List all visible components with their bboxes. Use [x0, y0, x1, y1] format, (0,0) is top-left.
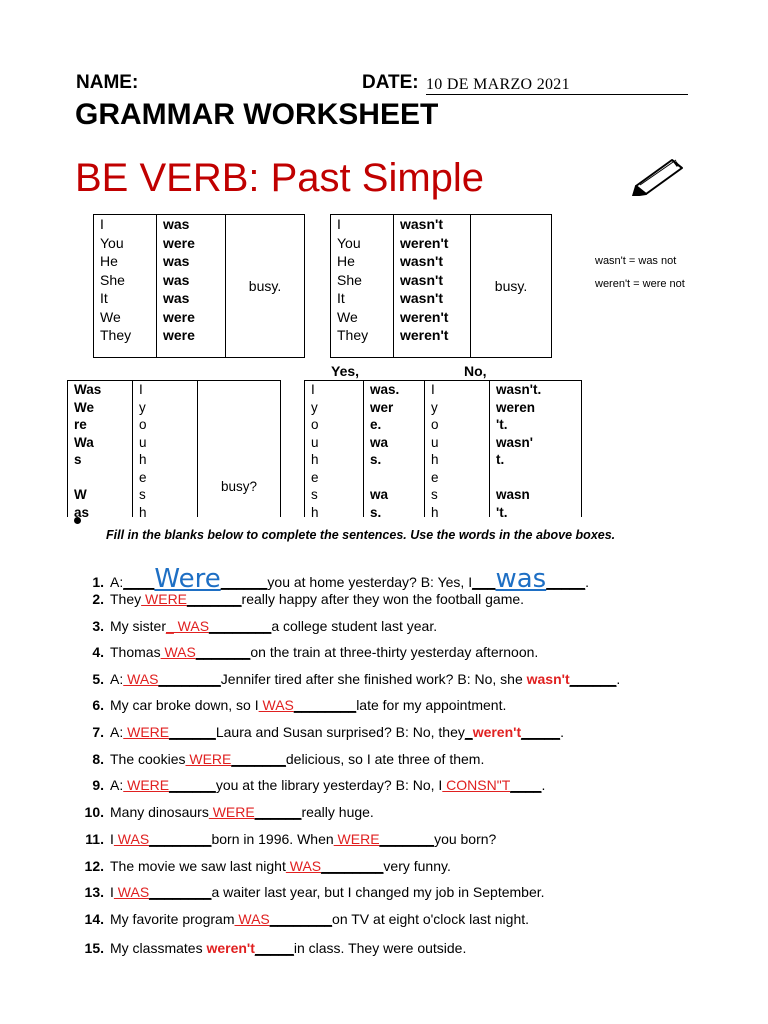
answer-text[interactable]: WERE [185, 751, 232, 767]
exercise-number: 1. [92, 574, 104, 590]
blank-line[interactable]: ____ [510, 777, 542, 793]
exercise-number: 12. [84, 858, 104, 874]
sentence-text: A: [110, 724, 124, 740]
exercise-item [78, 831, 496, 847]
pronoun-fragment: o [311, 417, 319, 432]
sentence-text: in class. They were outside. [293, 940, 467, 956]
verb-fragment: wasn't. [496, 382, 542, 397]
pronoun-fragment: e [139, 469, 147, 485]
name-label: NAME: [76, 72, 139, 93]
blank-line[interactable]: _____ [254, 940, 294, 956]
answer-text[interactable]: _ WAS [166, 618, 210, 634]
exercise-number: 13. [84, 884, 104, 900]
pronoun-fragment: s [139, 487, 146, 502]
pronoun-fragment: o [139, 417, 147, 432]
page-title: GRAMMAR WORKSHEET [75, 98, 439, 131]
exercise-item [78, 564, 589, 594]
exercise-item [78, 804, 374, 820]
verb-form: were [163, 308, 195, 325]
negative-table [330, 214, 552, 358]
blank-line[interactable]: _______ [187, 591, 242, 607]
pronoun-fragment: h [311, 504, 319, 517]
answer-text[interactable]: wasn't [526, 671, 570, 687]
question-table [67, 380, 281, 517]
answer-text[interactable]: WAS [258, 697, 294, 713]
sentence-text: The cookies [110, 751, 186, 767]
pronoun: She [337, 271, 362, 288]
verb-form: was [163, 253, 190, 269]
answer-text[interactable]: WERE [208, 804, 255, 820]
negative-ending: busy. [494, 278, 528, 294]
blank-line[interactable]: ________ [209, 618, 272, 634]
question-verbs [74, 381, 126, 517]
pronoun: He [337, 253, 355, 269]
exercise-number: 10. [84, 804, 104, 820]
sentence-text: I [110, 831, 114, 847]
question-verb-fragment: as [74, 504, 90, 517]
answer-text[interactable]: weren't [472, 724, 522, 740]
verb-fragment: t. [496, 452, 505, 467]
pronoun: We [337, 308, 358, 325]
exercise-number: 8. [92, 751, 104, 767]
question-verb-fragment: W [74, 487, 87, 502]
pronoun: I [337, 216, 341, 232]
answer-text[interactable]: WERE [123, 777, 170, 793]
pronoun-fragment: y [431, 399, 438, 415]
affirmative-verbs [163, 215, 219, 345]
short-no-pronouns [431, 381, 483, 517]
exercise-number: 11. [85, 831, 104, 847]
pronoun-fragment: u [311, 434, 319, 450]
blank-line[interactable]: ______ [220, 574, 268, 590]
question-verb-fragment: re [74, 417, 87, 432]
sentence-text: A: [110, 671, 124, 687]
answer-text[interactable]: WERE [141, 591, 188, 607]
verb-form: were [163, 327, 195, 343]
verb-form: wasn't [400, 271, 444, 288]
verb-fragment: wasn [496, 487, 530, 502]
blank-line[interactable]: _____ [521, 724, 561, 740]
sentence-text: on TV at eight o'clock last night. [332, 911, 530, 927]
question-verb-fragment: Wa [74, 434, 94, 450]
exercise-number: 14. [84, 911, 104, 927]
sentence-text: Many dinosaurs [110, 804, 209, 820]
pronoun-fragment: y [139, 399, 146, 415]
pronoun: You [100, 234, 124, 251]
verb-form: were [163, 234, 195, 251]
verb-form: was [163, 290, 190, 306]
sentence-text: you at home yesterday? B: Yes, I [267, 574, 473, 590]
answer-text[interactable]: WAS [123, 671, 159, 687]
date-label: DATE: [362, 72, 419, 93]
sentence-text: . [541, 777, 546, 793]
instructions: Fill in the blanks below to complete the sentences. Use the words in the above boxes. [106, 528, 616, 542]
sentence-text: a waiter last year, but I changed my job in September. [211, 884, 545, 900]
answer-text[interactable]: WAS [234, 911, 270, 927]
verb-fragment: 't. [496, 504, 508, 517]
pronoun-fragment: s [431, 487, 438, 502]
sentence-text: very funny. [383, 858, 451, 874]
verb-form: was [163, 271, 190, 288]
answer-text[interactable]: WAS [113, 831, 150, 847]
exercise-item [78, 618, 437, 634]
negative-verbs [400, 215, 464, 345]
blank-line[interactable]: _ [464, 724, 473, 740]
sentence-text: born in 1996. When [211, 831, 334, 847]
exercise-number: 3. [92, 618, 104, 634]
sentence-text: . [560, 724, 564, 740]
verb-fragment: 't. [496, 417, 508, 432]
short-yes-verbs [370, 381, 418, 517]
pronoun: He [100, 253, 118, 269]
verb-fragment [496, 469, 575, 487]
pronoun-fragment: h [311, 452, 319, 467]
sentence-text: really huge. [301, 804, 374, 820]
blank-line[interactable]: ________ [269, 911, 333, 927]
exercise-item [78, 884, 545, 900]
negative-pronouns [337, 215, 387, 345]
exercise-number: 6. [92, 697, 104, 713]
date-value: 10 DE MARZO 2021 [426, 76, 570, 93]
exercise-item [78, 697, 506, 713]
blank-line[interactable]: ________ [149, 831, 212, 847]
verb-form: weren't [400, 308, 449, 325]
short-answer-table [304, 380, 582, 517]
verb-form: wasn't [400, 216, 444, 232]
sentence-text: My classmates [110, 940, 207, 956]
sentence-text: on the train at three-thirty yesterday afternoon. [250, 644, 539, 660]
pronoun: You [337, 234, 361, 251]
answer-text[interactable]: WAS [113, 884, 150, 900]
answer-text[interactable]: CONSN"T [442, 777, 511, 793]
answer-text[interactable]: WERE [333, 831, 380, 847]
sentence-text: Laura and Susan surprised? B: No, they [215, 724, 465, 740]
pronoun-fragment: o [431, 417, 439, 432]
question-verb-fragment [74, 469, 126, 487]
answer-text[interactable]: WAS [285, 858, 322, 874]
pronoun-fragment: y [311, 399, 318, 415]
pronoun: We [100, 308, 121, 325]
exercise-number: 5. [92, 671, 104, 687]
pronoun-fragment: s [311, 487, 318, 502]
exercise-item [78, 858, 451, 874]
blank-line[interactable]: ______ [254, 804, 302, 820]
blank-line[interactable]: ________ [158, 671, 221, 687]
sentence-text: late for my appointment. [356, 697, 507, 713]
pronoun-fragment: I [431, 382, 435, 397]
exercise-number: 2. [92, 591, 104, 607]
affirmative-table [93, 214, 305, 358]
pronoun-fragment: e [311, 469, 319, 485]
verb-fragment: wa [370, 487, 389, 502]
note-werent: weren't = were not [595, 278, 685, 290]
blank-line[interactable]: ___ [472, 574, 496, 590]
pronoun: It [337, 290, 345, 306]
handwritten-answer[interactable]: Were [154, 564, 221, 594]
exercise-item [78, 591, 524, 607]
question-ending: busy? [220, 478, 258, 494]
blank-line[interactable]: ____ [123, 574, 155, 590]
note-wasnt: wasn't = was not [595, 255, 677, 267]
short-yes-pronouns [311, 381, 357, 517]
sentence-text: My car broke down, so I [110, 697, 259, 713]
verb-fragment: s. [370, 452, 382, 467]
verb-form: was [163, 216, 190, 232]
pronoun-fragment: h [139, 452, 147, 467]
blank-line[interactable]: _____ [546, 574, 586, 590]
yes-label: Yes, [331, 363, 360, 379]
date-field [426, 76, 688, 95]
question-verb-fragment: Was [74, 382, 102, 397]
sentence-text: A: [110, 777, 124, 793]
answer-text[interactable]: WAS [160, 644, 196, 660]
exercise-item [78, 940, 466, 956]
exercise-number: 15. [84, 940, 104, 956]
verb-fragment [370, 469, 418, 487]
verb-fragment: was. [370, 382, 400, 397]
pronoun-fragment: u [431, 434, 439, 450]
short-no-verbs [496, 381, 575, 517]
affirmative-ending: busy. [248, 278, 282, 294]
verb-fragment: s. [370, 504, 382, 517]
blank-line[interactable]: ______ [169, 777, 216, 793]
verb-form: weren't [400, 327, 449, 343]
verb-fragment: wasn' [496, 434, 533, 450]
sentence-text: My sister [110, 618, 166, 634]
sentence-text: Jennifer tired after she finished work? B: No, she [220, 671, 527, 687]
exercise-item [78, 777, 545, 793]
sentence-text: . [616, 671, 621, 687]
verb-form: wasn't [400, 290, 444, 306]
exercise-item [78, 911, 529, 927]
exercise-item [78, 751, 484, 767]
verb-fragment: wer [370, 399, 394, 415]
sentence-text: They [110, 591, 142, 607]
pronoun: She [100, 271, 125, 288]
pronoun-fragment: h [139, 504, 147, 517]
sentence-text: really happy after they won the football game. [241, 591, 525, 607]
blank-line[interactable]: ______ [569, 671, 617, 687]
blank-line[interactable]: _______ [379, 831, 435, 847]
blank-line[interactable]: _______ [231, 751, 286, 767]
pronoun-fragment: h [431, 504, 439, 517]
exercise-number: 4. [92, 644, 104, 660]
pronoun: It [100, 290, 108, 306]
pronoun: They [337, 327, 369, 343]
pronoun-fragment: I [311, 382, 315, 397]
sentence-text: My favorite program [110, 911, 235, 927]
exercise-item [78, 644, 538, 660]
blank-line[interactable]: _______ [195, 644, 251, 660]
handwritten-answer[interactable]: was [495, 564, 547, 594]
question-verb-fragment: s [74, 452, 82, 467]
sentence-text: delicious, so I ate three of them. [285, 751, 485, 767]
pronoun-fragment: h [431, 452, 439, 467]
sentence-text: A: [110, 574, 124, 590]
question-verb-fragment: We [74, 399, 95, 415]
no-label: No, [464, 363, 487, 379]
verb-form: wasn't [400, 253, 444, 269]
sentence-text: a college student last year. [271, 618, 438, 634]
sentence-text: I [110, 884, 114, 900]
verb-form: weren't [400, 234, 449, 251]
blank-line[interactable]: ______ [169, 724, 216, 740]
sentence-text: The movie we saw last night [110, 858, 286, 874]
exercise-number: 7. [92, 724, 104, 740]
verb-fragment: weren [496, 399, 536, 415]
verb-fragment: e. [370, 417, 382, 432]
pronoun-fragment: u [139, 434, 147, 450]
pronoun-fragment: e [431, 469, 439, 485]
verb-fragment: wa [370, 434, 389, 450]
page-subtitle: BE VERB: Past Simple [75, 156, 485, 200]
sentence-text: you born? [434, 831, 497, 847]
pronoun: I [100, 216, 104, 232]
sentence-text: you at the library yesterday? B: No, I [215, 777, 443, 793]
sentence-text: Thomas [110, 644, 161, 660]
bullet-icon [74, 517, 81, 524]
blank-line[interactable]: ________ [293, 697, 357, 713]
question-pronouns [139, 381, 191, 517]
blank-line[interactable]: ________ [149, 884, 212, 900]
pencil-icon [632, 152, 688, 196]
exercise-item [78, 671, 620, 687]
answer-text[interactable]: weren't [206, 940, 255, 956]
affirmative-pronouns [100, 215, 150, 345]
answer-text[interactable]: WERE [123, 724, 170, 740]
blank-line[interactable]: ________ [321, 858, 384, 874]
sentence-text: . [585, 574, 590, 590]
exercise-item [78, 724, 564, 740]
exercise-number: 9. [92, 777, 104, 793]
pronoun: They [100, 327, 132, 343]
pronoun-fragment: I [139, 382, 143, 397]
